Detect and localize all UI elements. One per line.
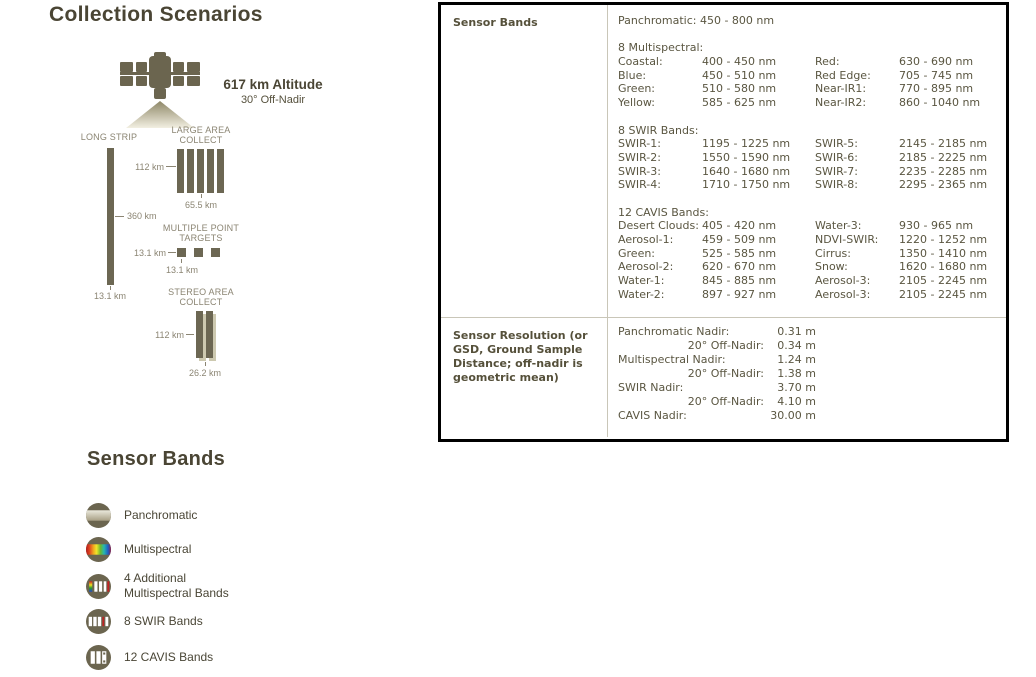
multi-point-bottom-tick <box>181 259 182 263</box>
long-strip-label: LONG STRIP <box>80 132 138 142</box>
multi-point-square-2 <box>194 248 203 257</box>
band-row: Water-1: 845 - 885 nm Aerosol-3: 2105 - 2245 nm <box>618 274 988 288</box>
stereo-side-tick <box>186 334 194 335</box>
large-area-label <box>160 125 242 145</box>
resolution-row: Panchromatic Nadir: 0.31 m <box>618 325 816 338</box>
panchromatic-range: Panchromatic: 450 - 800 nm <box>618 14 775 27</box>
legend-item-panchromatic <box>86 503 197 528</box>
sensor-bands-row <box>441 5 1006 318</box>
multi-point-side-dim: 13.1 km <box>133 248 166 258</box>
band-row: Yellow: 585 - 625 nm Near-IR2: 860 - 1040 nm <box>618 96 981 110</box>
satellite-icon <box>120 52 200 130</box>
sensor-bands-header: Sensor Bands <box>453 16 538 29</box>
legend-label <box>124 571 229 601</box>
legend-label: Multispectral <box>124 542 192 556</box>
resolution-row: SWIR Nadir: 3.70 m <box>618 381 816 394</box>
band-row: SWIR-2: 1550 - 1590 nm SWIR-6: 2185 - 2225 nm <box>618 150 988 164</box>
stereo-side-dim: 112 km <box>155 330 184 340</box>
sensor-resolution-row <box>441 318 1006 437</box>
legend-label: 8 SWIR Bands <box>124 614 203 628</box>
resolution-row: CAVIS Nadir: 30.00 m <box>618 409 816 422</box>
legend-label-line1: 4 Additional <box>124 571 187 585</box>
large-area-bottom-dim: 65.5 km <box>184 200 217 210</box>
swir-swatch-icon <box>86 609 111 634</box>
resolution-row: Multispectral Nadir: 1.24 m <box>618 353 816 366</box>
multi-point-label <box>159 223 243 243</box>
band-row: SWIR-3: 1640 - 1680 nm SWIR-7: 2235 - 2285 nm <box>618 164 988 178</box>
sensor-resolution-values <box>607 318 1006 437</box>
multi-point-square-3 <box>211 248 220 257</box>
long-strip-bottom-tick <box>110 286 111 290</box>
legend-item-additional-multispectral <box>86 571 229 601</box>
large-area-label-line1: LARGE AREA <box>171 125 231 135</box>
large-area-label-line2: COLLECT <box>179 135 223 145</box>
large-area-side-dim: 112 km <box>135 162 164 172</box>
multi-point-label-line2: TARGETS <box>179 233 223 243</box>
altitude-callout <box>212 77 334 106</box>
large-area-bars <box>177 149 224 193</box>
multi-point-label-line1: MULTIPLE POINT <box>162 223 240 233</box>
sensor-resolution-header <box>441 318 607 437</box>
band-row: Coastal: 400 - 450 nm Red: 630 - 690 nm <box>618 55 974 69</box>
sensor-resolution-header-title: Sensor Resolution <box>453 329 566 342</box>
multi-point-side-tick <box>168 252 176 253</box>
band-row: Desert Clouds: 405 - 420 nm Water-3: 930 - 965 nm <box>618 219 974 233</box>
legend-item-swir <box>86 609 203 634</box>
resolution-row: 20° Off-Nadir: 1.38 m <box>687 367 816 380</box>
multispectral-title: 8 Multispectral: <box>618 41 704 55</box>
resolution-row: 20° Off-Nadir: 4.10 m <box>687 395 816 408</box>
sensor-bands-values <box>607 5 1006 317</box>
band-row: Green: 510 - 580 nm Near-IR1: 770 - 895 nm <box>618 82 974 96</box>
stereo-label <box>158 287 244 307</box>
multi-point-square-1 <box>177 248 186 257</box>
stereo-bottom-dim: 26.2 km <box>188 368 221 378</box>
band-row: Blue: 450 - 510 nm Red Edge: 705 - 745 nm <box>618 68 974 82</box>
legend-label: 12 CAVIS Bands <box>124 650 214 664</box>
band-row: Water-2: 897 - 927 nm Aerosol-3: 2105 - 2245 nm <box>618 287 988 301</box>
large-area-bottom-tick <box>201 194 202 198</box>
long-strip-side-tick <box>115 216 124 217</box>
stereo-label-line2: COLLECT <box>179 297 223 307</box>
stereo-bars <box>196 311 213 358</box>
large-area-side-tick <box>166 166 176 167</box>
band-row: SWIR-4: 1710 - 1750 nm SWIR-8: 2295 - 2365 nm <box>618 178 988 192</box>
legend-item-multispectral <box>86 537 191 562</box>
band-row: SWIR-1: 1195 - 1225 nm SWIR-5: 2145 - 2185 nm <box>618 137 988 151</box>
legend-item-cavis <box>86 645 213 670</box>
off-nadir-value: 30° Off-Nadir <box>240 94 306 106</box>
long-strip-side-dim: 360 km <box>127 211 157 221</box>
sensor-resolution-header-note: (or GSD, Ground Sample Distance; off-nadir is geometric mean) <box>453 329 588 384</box>
stereo-label-line1: STEREO AREA <box>168 287 234 297</box>
panchromatic-swatch-icon <box>86 503 111 528</box>
additional-multispectral-swatch-icon <box>86 574 111 599</box>
multispectral-swatch-icon <box>86 537 111 562</box>
band-row: Green: 525 - 585 nm Cirrus: 1350 - 1410 nm <box>618 246 988 260</box>
beam-icon <box>126 101 194 128</box>
multi-point-bottom-dim: 13.1 km <box>165 265 198 275</box>
legend-label-line2: Multispectral Bands <box>124 586 229 600</box>
band-row: Aerosol-1: 459 - 509 nm NDVI-SWIR: 1220 - 1252 nm <box>618 233 988 246</box>
sensor-bands-legend-title: Sensor Bands <box>87 448 226 470</box>
long-strip-bottom-dim: 13.1 km <box>93 291 126 301</box>
band-row: Aerosol-2: 620 - 670 nm Snow: 1620 - 1680 nm <box>618 260 988 274</box>
resolution-row: 20° Off-Nadir: 0.34 m <box>687 339 816 352</box>
legend-label: Panchromatic <box>124 508 198 522</box>
collection-scenarios-title: Collection Scenarios <box>49 3 263 26</box>
swir-title: 8 SWIR Bands: <box>618 123 699 137</box>
cavis-swatch-icon <box>86 645 111 670</box>
spec-table <box>438 2 1009 442</box>
altitude-value: 617 km Altitude <box>223 77 323 92</box>
cavis-title: 12 CAVIS Bands: <box>618 205 709 219</box>
stereo-bottom-tick <box>205 362 206 366</box>
long-strip-bar <box>107 148 114 285</box>
